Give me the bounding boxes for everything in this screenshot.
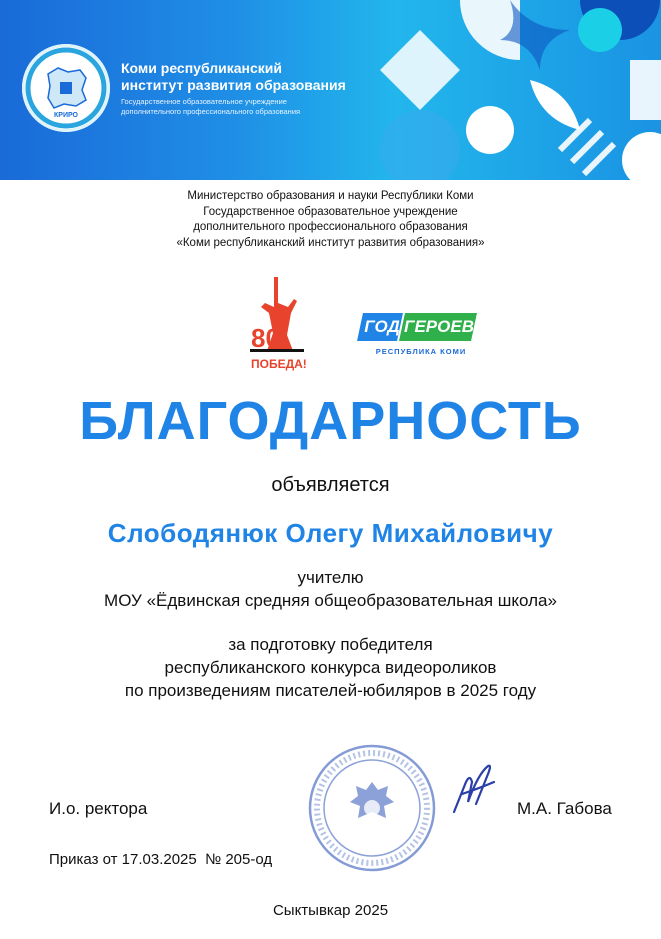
position-block [0, 566, 661, 612]
ministry-block [0, 189, 661, 251]
signatory-name: М.А. Габова [517, 799, 612, 818]
reason-line1: за подготовку победителя [228, 635, 433, 654]
kriro-logo [22, 44, 110, 132]
org-name-line2: институт развития образования [121, 77, 346, 93]
logo-caption: КРИРО [54, 112, 78, 119]
decorative-pattern [360, 0, 661, 180]
ministry-line2: Государственное образовательное учреждение [203, 205, 458, 218]
reason-line2: республиканского конкурса видеороликов [164, 658, 497, 677]
signatory-title: И.о. ректора [49, 799, 148, 818]
handwritten-signature [446, 760, 506, 820]
org-subtitle [121, 97, 300, 117]
org-sub-line2: дополнительного профессионального образования [121, 107, 301, 116]
god-geroev-logo [358, 313, 478, 363]
order-reference: Приказ от 17.03.2025 № 205-од [49, 851, 273, 868]
victory-number: 80 [251, 323, 280, 353]
god-word: ГОД [364, 317, 400, 336]
school-name: МОУ «Ёдвинская средняя общеобразовательная школа» [104, 591, 557, 610]
org-name [121, 60, 346, 94]
region-text: РЕСПУБЛИКА КОМИ [375, 347, 467, 356]
recipient-name: Слободянюк Олегу Михайловичу [107, 518, 554, 548]
header-banner [0, 0, 661, 180]
victory-80-emblem [246, 275, 308, 375]
ministry-line3: дополнительного профессионального образования [193, 221, 468, 233]
official-stamp [306, 742, 438, 874]
org-sub-line1: Государственное образовательное учреждение [121, 97, 287, 106]
announce-text: объявляется [271, 474, 390, 496]
reason-line3: по произведениям писателей-юбиляров в 2025 году [124, 681, 537, 700]
certificate-title: БЛАГОДАРНОСТЬ [79, 391, 582, 451]
geroev-word: ГЕРОЕВ [404, 317, 474, 336]
victory-text: ПОБЕДА! [251, 357, 307, 371]
city-year: Сыктывкар 2025 [272, 902, 389, 919]
position-title: учителю [297, 568, 364, 587]
reason-block [0, 633, 661, 702]
ministry-line1: Министерство образования и науки Республики Коми [187, 190, 474, 202]
ministry-line4: «Коми республиканский институт развития образования» [176, 236, 485, 249]
org-name-line1: Коми республиканский [121, 60, 282, 76]
